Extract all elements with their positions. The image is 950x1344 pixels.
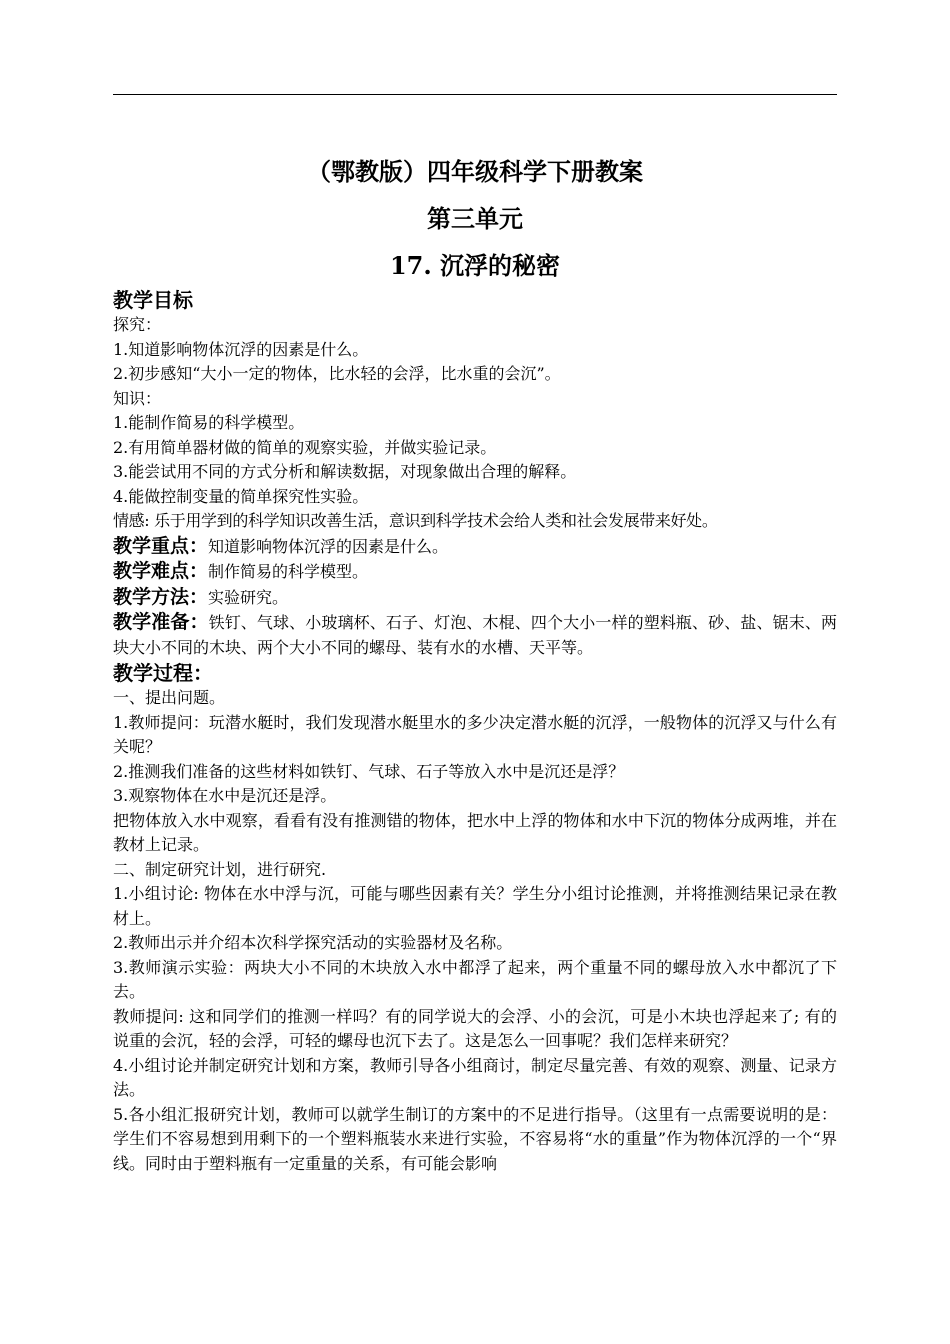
difficulty-text: 制作简易的科学模型。 [208,562,369,581]
key-point-text: 知道影响物体沉浮的因素是什么。 [208,536,449,556]
header-rule [113,94,837,95]
process-paragraph: 4.小组讨论并制定研究计划和方案，教师引导各小组商讨，制定尽量完善、有效的观察、测量、记录方法。 [113,1055,837,1099]
knowledge-item: 4.能做控制变量的简单探究性实验。 [113,486,369,506]
preparation-label: 教学准备： [113,611,209,633]
process-paragraph: 教师提问: 这和同学们的推测一样吗？有的同学说大的会浮、小的会沉，可是小木块也浮起来了; 有的说重的会沉，轻的会浮，可轻的螺母也沉下去了。这是怎么一回事呢？我们怎样来研究？ [113,1006,837,1050]
knowledge-item: 3.能尝试用不同的方式分析和解读数据，对现象做出合理的解释。 [113,462,577,481]
process-paragraph: 1.小组讨论: 物体在水中浮与沉，可能与哪些因素有关？学生分小组讨论推测，并将推测结果记录在教材上。 [113,884,837,928]
process-paragraph: 3.观察物体在水中是沉还是浮。 [113,786,337,805]
process-paragraph: 3.教师演示实验：两块大小不同的木块放入水中都浮了起来，两个重量不同的螺母放入水中都沉了下去。 [113,957,837,1001]
key-point-label: 教学重点： [113,534,209,557]
preparation-text: 铁钉、气球、小玻璃杯、石子、灯泡、木棍、四个大小一样的塑料瓶、砂、盐、锯末、两块大小不同的木块、两个大小不同的螺母、装有水的水槽、天平等。 [113,613,837,657]
process-paragraph: 2.推测我们准备的这些材料如铁钉、气球、石子等放入水中是沉还是浮？ [113,761,625,781]
lesson-title: 17. 沉浮的秘密 [389,251,561,280]
method-text: 实验研究。 [208,587,289,607]
part2-heading: 二、制定研究计划，进行研究. [113,859,327,879]
explore-item: 2.初步感知“大小一定的物体，比水轻的会浮，比水重的会沉”。 [113,364,561,383]
difficulty-label: 教学难点： [113,560,209,582]
method [113,585,837,611]
difficulty [113,559,837,585]
key-point [113,534,837,560]
unit-title: 第三单元 [427,204,523,233]
process-paragraph: 1.教师提问：玩潜水艇时，我们发现潜水艇里水的多少决定潜水艇的沉浮，一般物体的沉浮又与什么有关呢？ [113,712,837,756]
knowledge-item: 1.能制作简易的科学模型。 [113,413,305,432]
objectives-heading: 教学目标 [113,288,193,312]
document-title: （鄂教版）四年级科学下册教案 [307,157,643,186]
document-body [113,155,837,1176]
explore-item: 1.知道影响物体沉浮的因素是什么。 [113,339,369,359]
preparation [113,610,837,660]
explore-label: 探究： [113,315,162,334]
knowledge-label: 知识： [113,388,162,408]
part1-heading: 一、提出问题。 [113,688,226,707]
emotion-objective: 情感: 乐于用学到的科学知识改善生活，意识到科学技术会给人类和社会发展带来好处。 [113,511,718,530]
process-paragraph: 5.各小组汇报研究计划，教师可以就学生制订的方案中的不足进行指导。（这里有一点需要说明的是：学生们不容易想到用剩下的一个塑料瓶装水来进行实验，不容易将“水的重量”作为物体沉浮的一个“界线。同时由于塑料瓶有一定重量的关系，有可能会影响 [113,1104,837,1173]
process-paragraph: 把物体放入水中观察，看看有没有推测错的物体，把水中上浮的物体和水中下沉的物体分成两堆，并在教材上记录。 [113,810,837,854]
knowledge-item: 2.有用简单器材做的简单的观察实验，并做实验记录。 [113,437,497,457]
process-heading: 教学过程： [113,661,213,685]
process-paragraph: 2.教师出示并介绍本次科学探究活动的实验器材及名称。 [113,933,513,952]
method-label: 教学方法： [113,585,209,608]
